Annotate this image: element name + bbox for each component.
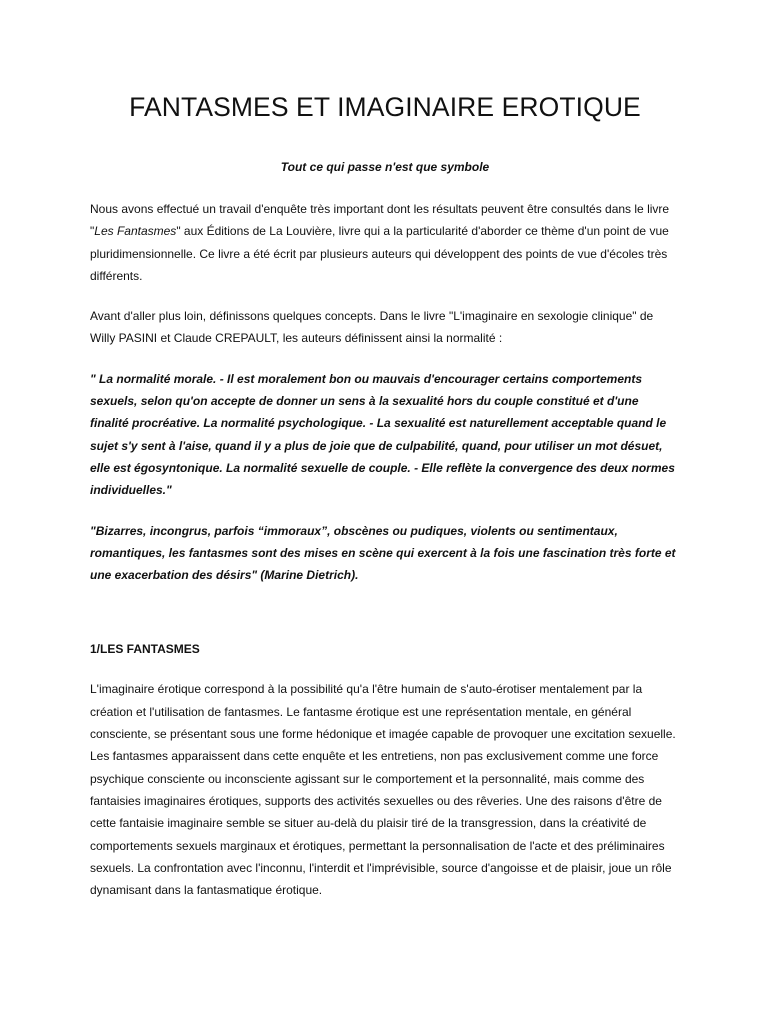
quote-dietrich: "Bizarres, incongrus, parfois “immoraux”, obscènes ou pudiques, violents ou sentimentaux, romantiques, les fantasmes sont des mises en scène qui exercent à la fois une fascination très forte et une exacerbation des désirs" (Marine Dietrich).: [90, 523, 676, 583]
document-page: [90, 90, 680, 901]
intro-text-after: " aux Éditions de La Louvière, livre qui a la particularité d'aborder ce thème d'un point de vue pluridimensionnelle. Ce livre a été écrit par plusieurs auteurs qui développent des points de vue d'écoles très différents.: [90, 224, 669, 283]
section-paragraph: L'imaginaire érotique correspond à la possibilité qu'a l'être humain de s'auto-érotiser mentalement par la création et l'utilisation de fantasmes. Le fantasme érotique est une représentation mentale, en général consciente, se présentant sous une forme hédonique et imagée capable de provoquer une excitation sexuelle. Les fantasmes apparaissent dans cette enquête et les entretiens, non pas exclusivement comme une force psychique consciente ou inconsciente agissant sur le comportement et la personnalité, mais comme des fantaisies imaginaires érotiques, supports des activités sexuelles ou des rêveries. Une des raisons d'être de cette fantaisie imaginaire semble se situer au-delà du plaisir tiré de la transgression, dans la créativité de comportements sexuels marginaux et érotiques, permettant la personnalisation de l'acte et des préliminaires sexuels. La confrontation avec l'inconnu, l'interdit et l'imprévisible, source d'angoisse et de plaisir, joue un rôle dynamisant dans la fantasmatique érotique.: [90, 682, 676, 898]
page-title: FANTASMES ET IMAGINAIRE EROTIQUE: [129, 92, 641, 122]
book-title: Les Fantasmes: [94, 224, 177, 239]
epigraph: Tout ce qui passe n'est que symbole: [280, 160, 490, 174]
section-heading: 1/LES FANTASMES: [90, 642, 200, 657]
intro-text-before: Nous avons effectué un travail d'enquête très important dont les résultats peuvent être consultés dans le livre ": [90, 202, 670, 239]
intro-paragraph: [90, 198, 680, 287]
concepts-paragraph: Avant d'aller plus loin, définissons quelques concepts. Dans le livre "L'imaginaire en sexologie clinique" de Willy PASINI et Claude CREPAULT, les auteurs définissent ainsi la normalité :: [90, 309, 654, 346]
quote-normalite: " La normalité morale. - Il est moralement bon ou mauvais d'encourager certains comportements sexuels, selon qu'on accepte de donner un sens à la sexualité hors du couple constitué et d'une finalité procréative. La normalité psychologique. - La sexualité est naturellement acceptable quand le sujet s'y sent à l'aise, quand il y a plus de joie que de culpabilité, quand, pour utiliser un mot désuet, elle est égosyntonique. La normalité sexuelle de couple. - Elle reflète la convergence des deux normes individuelles.": [90, 371, 675, 498]
